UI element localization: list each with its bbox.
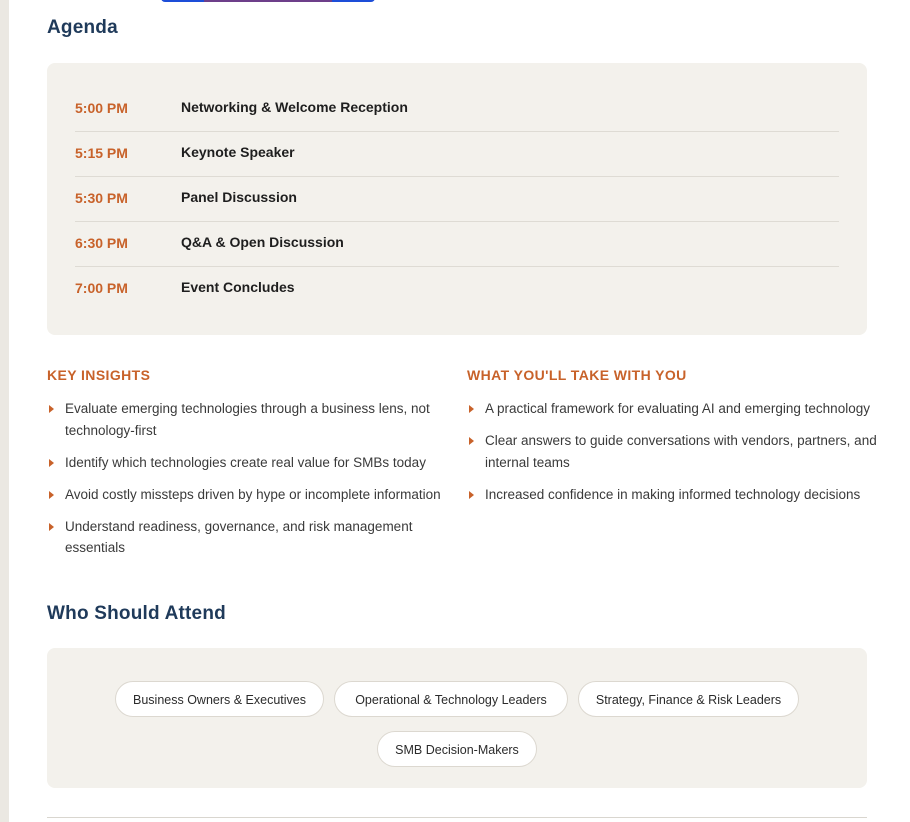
audience-tag: Business Owners & Executives (115, 681, 324, 717)
audience-tag: Strategy, Finance & Risk Leaders (578, 681, 799, 717)
list-item-text: A practical framework for evaluating AI and emerging technology (485, 401, 870, 416)
agenda-item-title: Keynote Speaker (181, 144, 295, 160)
agenda-time: 6:30 PM (75, 235, 128, 251)
agenda-row (75, 221, 839, 267)
takeaways-list (467, 398, 877, 516)
key-insights-heading: KEY INSIGHTS (47, 367, 151, 383)
caret-right-icon (49, 459, 54, 467)
list-item (47, 398, 457, 441)
agenda-time: 5:30 PM (75, 190, 128, 206)
caret-right-icon (469, 405, 474, 413)
list-item-text: Evaluate emerging technologies through a business lens, not technology-first (65, 401, 430, 438)
divider (47, 817, 867, 818)
agenda-row (75, 131, 839, 177)
key-insights-list (47, 398, 457, 569)
agenda-title: Agenda (47, 17, 118, 38)
page (9, 0, 910, 822)
audience-card (47, 648, 867, 788)
list-item-text: Clear answers to guide conversations with vendors, partners, and internal teams (485, 433, 877, 470)
agenda-item-title: Networking & Welcome Reception (181, 99, 408, 115)
agenda-row (75, 86, 839, 132)
agenda-row (75, 176, 839, 222)
agenda-item-title: Event Concludes (181, 279, 295, 295)
list-item (467, 398, 877, 420)
caret-right-icon (469, 437, 474, 445)
agenda-item-title: Panel Discussion (181, 189, 297, 205)
list-item (467, 484, 877, 506)
list-item (467, 430, 877, 473)
list-item-text: Avoid costly missteps driven by hype or incomplete information (65, 486, 441, 502)
agenda-time: 5:00 PM (75, 100, 128, 116)
agenda-item-title: Q&A & Open Discussion (181, 234, 344, 250)
list-item-text: Increased confidence in making informed technology decisions (485, 486, 861, 502)
list-item (47, 484, 457, 506)
audience-tag: SMB Decision-Makers (377, 731, 537, 767)
caret-right-icon (49, 523, 54, 531)
agenda-time: 7:00 PM (75, 280, 128, 296)
agenda-time: 5:15 PM (75, 145, 128, 161)
agenda-row (75, 266, 839, 311)
list-item (47, 516, 457, 559)
list-item (47, 452, 457, 474)
takeaways-heading: WHAT YOU'LL TAKE WITH YOU (467, 367, 687, 383)
list-item-text: Identify which technologies create real value for SMBs today (65, 454, 426, 470)
audience-tag: Operational & Technology Leaders (334, 681, 568, 717)
top-nav-bar-fragment (161, 0, 375, 2)
list-item-text: Understand readiness, governance, and risk management essentials (65, 518, 413, 555)
who-should-attend-title: Who Should Attend (47, 603, 226, 624)
caret-right-icon (469, 491, 474, 499)
caret-right-icon (49, 405, 54, 413)
agenda-card (47, 63, 867, 335)
caret-right-icon (49, 491, 54, 499)
